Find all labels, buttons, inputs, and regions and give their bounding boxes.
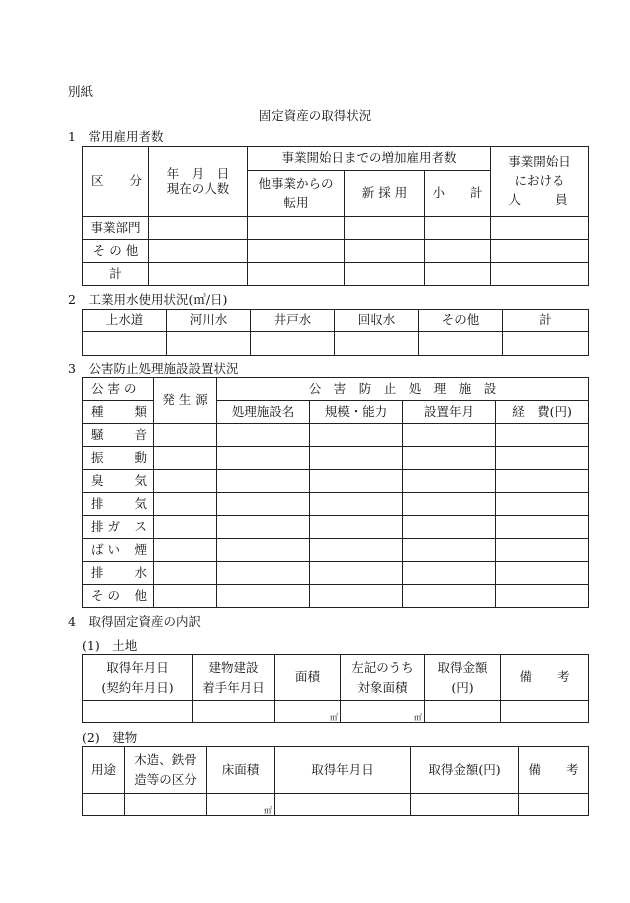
- row-label: 排 ガ ス: [83, 516, 154, 539]
- section4-heading: 4 取得固定資産の内訳: [68, 614, 201, 629]
- row-label: そ の 他: [83, 240, 149, 263]
- col-increase-header: 事業開始日までの増加雇用者数: [248, 147, 491, 171]
- col-remarks-header: 備 考: [501, 655, 589, 701]
- col-name-header: 処理施設名: [217, 401, 310, 424]
- header-note: 別紙: [68, 84, 94, 99]
- col-header: 井戸水: [251, 310, 335, 332]
- col-type-header-2: 種 類: [83, 401, 154, 424]
- section3-heading: 3 公害防止処理施設設置状況: [68, 361, 239, 376]
- col-remarks-header: 備 考: [519, 747, 589, 794]
- row-label: 振 動: [83, 447, 154, 470]
- col-scale-header: 規模・能力: [310, 401, 403, 424]
- col-header: 回収水: [335, 310, 419, 332]
- col-current-count-header: 年 月 日 現在の人数: [149, 147, 248, 217]
- col-acq-date-header: 取得年月日: [275, 747, 411, 794]
- col-source-header: 発 生 源: [154, 378, 217, 424]
- row-label: ば い 煙: [83, 539, 154, 562]
- col-amount-header: 取得金額(円): [411, 747, 519, 794]
- col-new-hire-header: 新 採 用: [345, 171, 425, 217]
- land-table: [82, 654, 589, 723]
- building-table: [82, 746, 589, 816]
- col-target-area-header: 左記のうち 対象面積: [341, 655, 425, 701]
- land-heading: (1) 土地: [82, 638, 138, 653]
- col-header: 上水道: [83, 310, 167, 332]
- row-label: 排 水: [83, 562, 154, 585]
- row-label: 騒 音: [83, 424, 154, 447]
- col-acq-date-header: 取得年月日 (契約年月日): [83, 655, 193, 701]
- row-label: 臭 気: [83, 470, 154, 493]
- col-use-header: 用途: [83, 747, 125, 794]
- col-area-header: 面積: [275, 655, 341, 701]
- area-unit: ㎡: [275, 701, 341, 723]
- floor-area-unit: ㎡: [207, 794, 275, 816]
- row-label: 計: [83, 263, 149, 286]
- col-type-header: 公 害 の: [83, 378, 154, 401]
- col-header: 河川水: [167, 310, 251, 332]
- col-facility-header: 公 害 防 止 処 理 施 設: [217, 378, 589, 401]
- section1-heading: 1 常用雇用者数: [68, 129, 164, 144]
- col-structure-header: 木造、鉄骨 造等の区分: [125, 747, 207, 794]
- pollution-table: [82, 377, 589, 608]
- col-kubun-header: 区 分: [83, 147, 149, 217]
- row-label: そ の 他: [83, 585, 154, 608]
- row-label: 事業部門: [83, 217, 149, 240]
- col-subtotal-header: 小 計: [425, 171, 491, 217]
- employees-table: [82, 146, 589, 286]
- col-year-header: 設置年月: [403, 401, 496, 424]
- col-build-start-header: 建物建設 着手年月日: [193, 655, 275, 701]
- section2-heading: 2 工業用水使用状況(㎥/日): [68, 292, 228, 307]
- col-transfer-header: 他事業からの 転用: [248, 171, 345, 217]
- col-header: 計: [503, 310, 589, 332]
- col-amount-header: 取得金額 (円): [425, 655, 501, 701]
- col-header: その他: [419, 310, 503, 332]
- col-floor-area-header: 床面積: [207, 747, 275, 794]
- building-heading: (2) 建物: [82, 730, 138, 745]
- col-start-header: 事業開始日 における 人 員: [491, 147, 589, 217]
- row-label: 排 気: [83, 493, 154, 516]
- col-cost-header: 経 費(円): [496, 401, 589, 424]
- water-table: [82, 309, 589, 356]
- target-area-unit: ㎡: [341, 701, 425, 723]
- page-title: 固定資産の取得状況: [258, 108, 372, 123]
